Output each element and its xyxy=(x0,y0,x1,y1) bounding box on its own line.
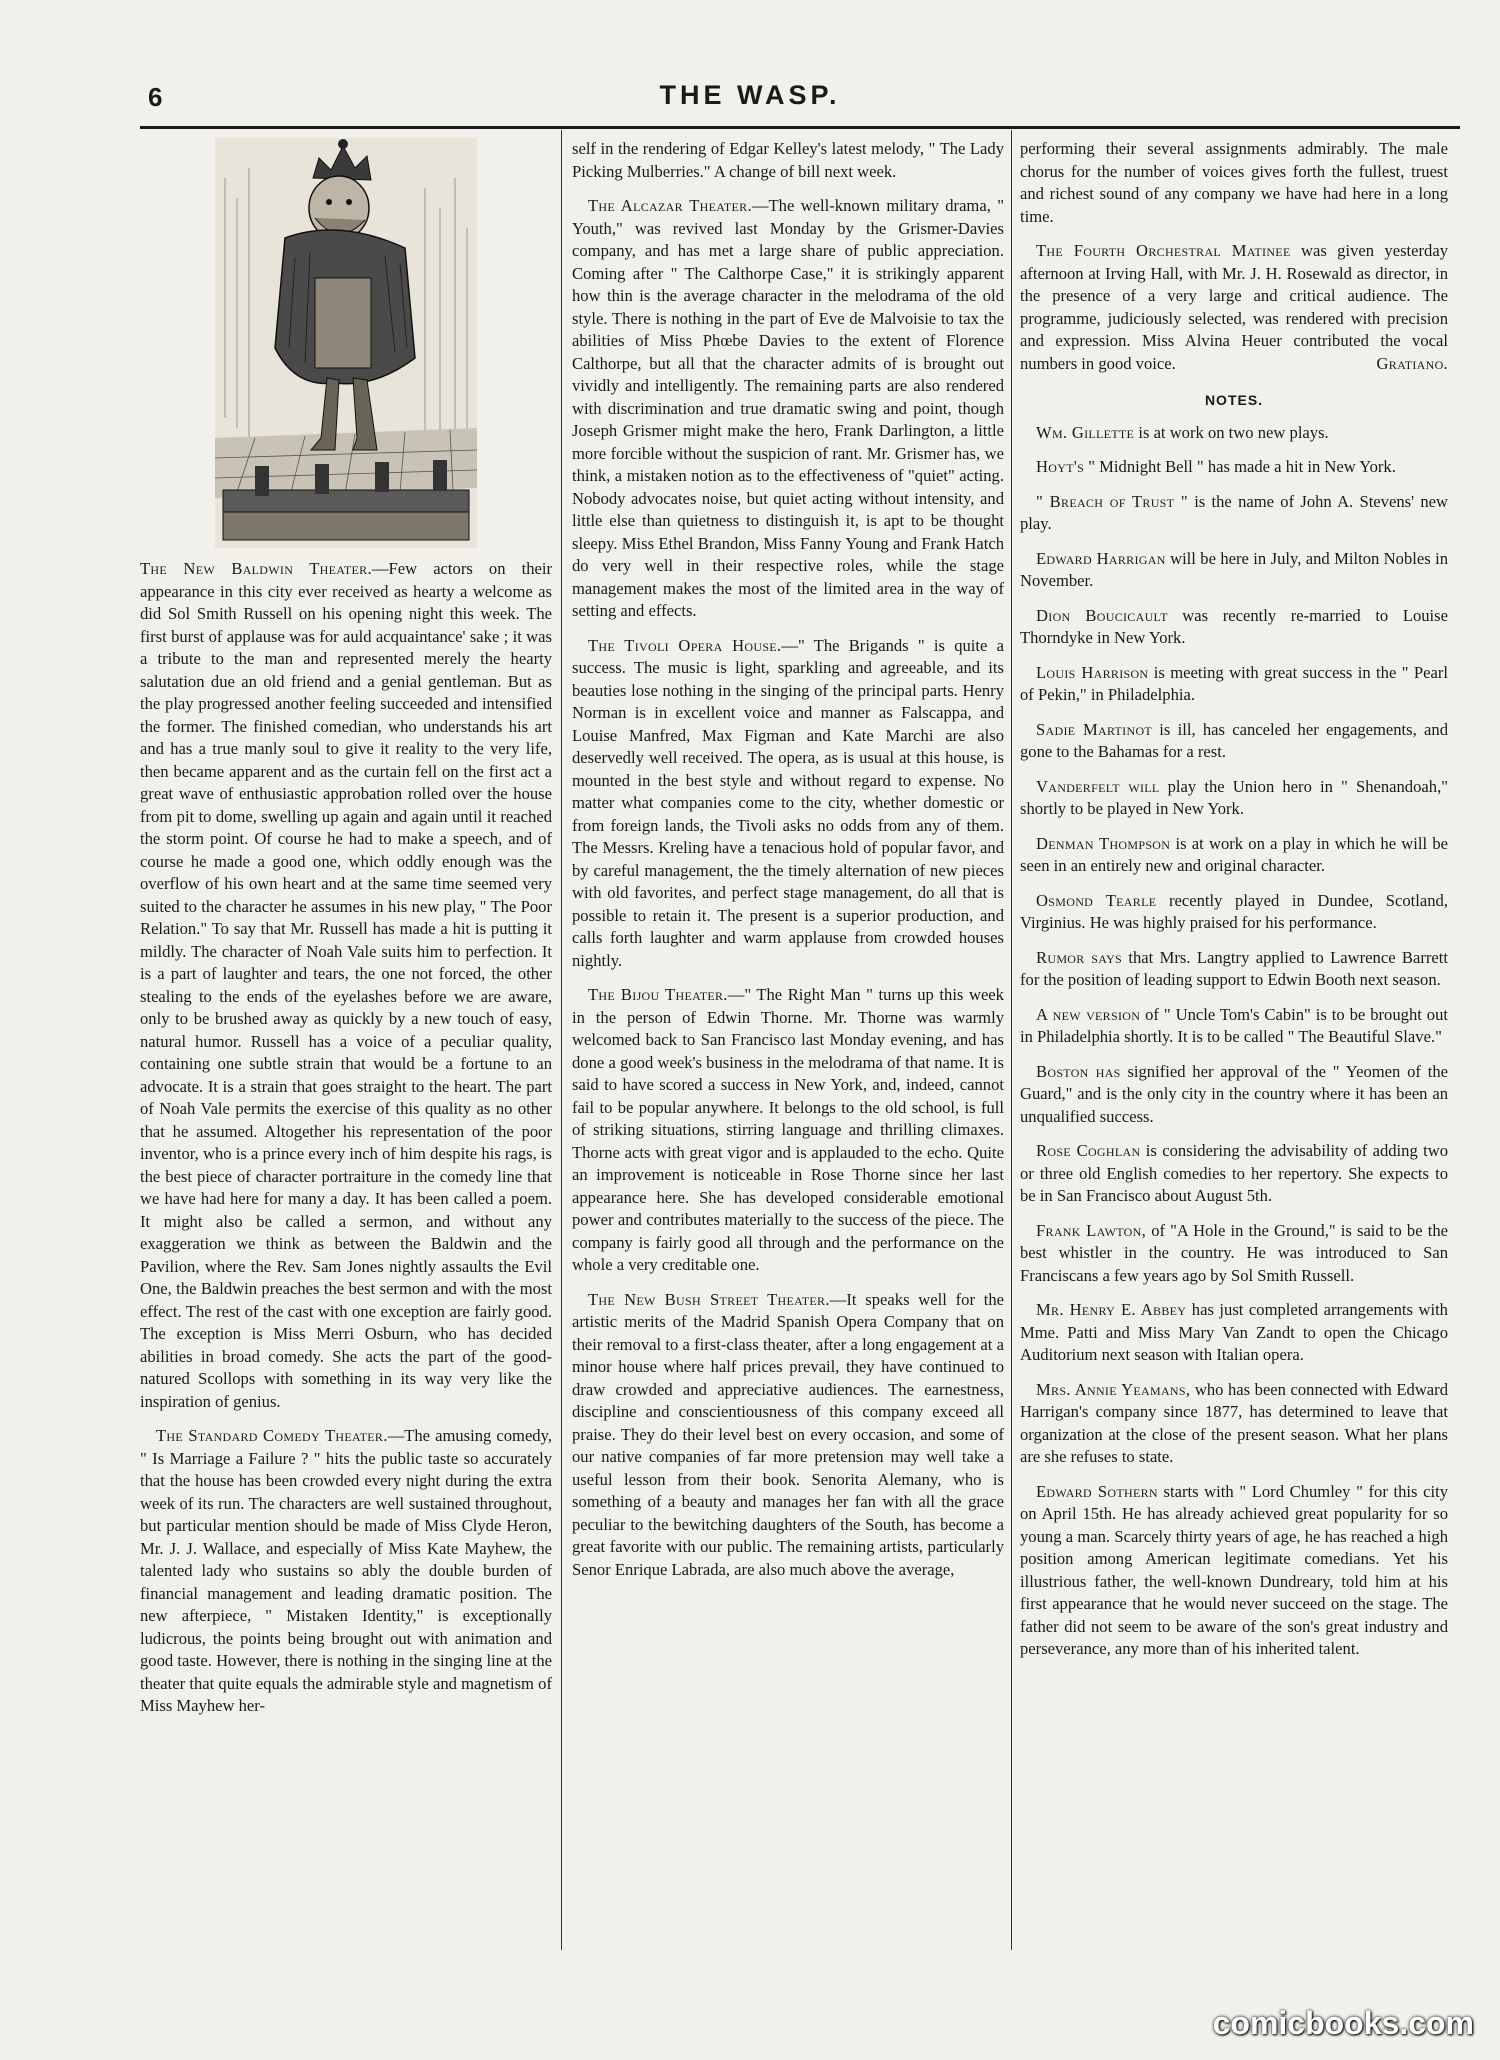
note-heading: Rumor says xyxy=(1036,947,1123,967)
note-heading: Boston has xyxy=(1036,1061,1121,1081)
author-signature: Gratiano. xyxy=(1376,353,1448,373)
column-3 xyxy=(1020,138,1448,1673)
note-item xyxy=(1020,662,1448,707)
note-heading: Louis Harrison xyxy=(1036,662,1149,682)
masthead-title: THE WASP. xyxy=(659,80,841,110)
section-heading-alcazar: The Alcazar Theater. xyxy=(588,196,752,215)
note-text: has just completed arrangements with Mme. Patti and Miss Mary Van Zandt to open the Chicago Auditorium next season with Italian opera. xyxy=(1020,1300,1448,1364)
note-heading: Mrs. Annie Yeamans, xyxy=(1036,1379,1191,1399)
king-caricature-illustration xyxy=(215,138,477,548)
note-item xyxy=(1020,719,1448,764)
article-continuation: self in the rendering of Edgar Kelley's latest melody, " The Lady Picking Mulberries." A change of bill next week. xyxy=(572,139,1004,181)
note-text: play the Union hero in " Shenandoah," shortly to be played in New York. xyxy=(1020,776,1448,818)
section-heading-bush-street: The New Bush Street Theater. xyxy=(588,1289,830,1309)
note-text: is at work on two new plays. xyxy=(1134,422,1329,442)
note-heading: Osmond Tearle xyxy=(1036,890,1157,910)
note-item xyxy=(1020,548,1448,593)
note-item xyxy=(1020,1004,1448,1049)
note-text: that Mrs. Langtry applied to Lawrence Barrett for the position of leading support to Edwin Booth next season. xyxy=(1020,947,1448,989)
note-heading: Vanderfelt will xyxy=(1036,776,1160,796)
note-item xyxy=(1020,833,1448,878)
column-divider xyxy=(1011,130,1012,1950)
note-text: signified her approval of the " Yeomen of the Guard," and is the only city in the country where it has been an unqualified success. xyxy=(1020,1061,1448,1126)
note-heading: Rose Coghlan xyxy=(1036,1141,1141,1160)
article-baldwin: —Few actors on their appearance in this city ever received as hearty a welcome as did Sol Smith Russell on his opening night this week. The first burst of applause was for auld acquaintance' sake ; it was a tribute to the man and represented merely the hearty salutation due an old friend and a genial gentleman. But as the play progressed another feeling succeeded and intensified the former. The finished comedian, who understands his art and has a true manly soul to give it reality to the very life, then became apparent and as the curtain fell on the first act a great wave of enthusiastic approbation rolled over the house from pit to dome, swelling up again and again until it reached the storm point. Of course he had to make a speech, and of course he made a good one, which oddly enough was the overflow of his own heart and at the same time seemed very suited to the character he assumes in his new play, " The Poor Relation." To say that Mr. Russell has made a hit is putting it mildly. The character of Noah Vale suits him to perfection. It is a part of laughter and tears, the one not forced, the other stealing to the ends of the eyelashes before we are aware, only to be brushed away as quickly by a new touch of easy, natural humor. Russell has a voice of a peculiar quality, containing one subtle strain that would be a fortune to an advocate. It is a strain that goes straight to the heart. The part of Noah Vale permits the exercise of this quality as no other that he assumed. Altogether his representation of the poor inventor, who is a prince every inch of him despite his rags, is the best piece of character portraiture in the comedy line that we have had here for many a day. It has been called a poem. It might also be called a sermon, and without any exaggeration we think as between the Baldwin and the Pavilion, where the Rev. Sam Jones nightly assaults the Evil One, the Baldwin preaches the best sermon and with the most effect. The rest of the cast with one exception are fairly good. The exception is Miss Merri Osburn, who has decided abilities in broad comedy. She acts the part of the good-natured Scollops with something in its way very like the inspiration of genius. xyxy=(140,559,552,1411)
note-text: is ill, has canceled her engagements, and gone to the Bahamas for a rest. xyxy=(1020,719,1448,761)
note-item xyxy=(1020,947,1448,992)
note-item xyxy=(1020,1379,1448,1469)
note-text: will be here in July, and Milton Nobles in November. xyxy=(1020,548,1448,590)
column-divider xyxy=(561,130,562,1950)
note-item xyxy=(1020,1220,1448,1288)
note-item xyxy=(1020,776,1448,821)
note-heading: Wm. Gillette xyxy=(1036,422,1135,442)
page-number: 6 xyxy=(148,82,163,112)
article-matinee: was given yesterday afternoon at Irving Hall, with Mr. J. H. Rosewald as director, in the presence of a very large and critical audience. The programme, judiciously selected, was rendered with precision and expression. Miss Alvina Heuer contributed the vocal numbers in good voice. xyxy=(1020,241,1448,373)
note-heading: Edward Sothern xyxy=(1036,1481,1158,1501)
note-text: is meeting with great success in the " Pearl of Pekin," in Philadelphia. xyxy=(1020,662,1448,704)
note-item xyxy=(1020,422,1448,445)
section-heading-bijou: The Bijou Theater. xyxy=(588,985,728,1004)
section-heading-baldwin: The New Baldwin Theater. xyxy=(140,559,372,578)
note-text: is the name of John A. Stevens' new play. xyxy=(1020,491,1448,533)
note-text: is at work on a play in which he will be seen in an entirely new and original character. xyxy=(1020,833,1448,875)
article-tivoli: —" The Brigands " is quite a success. The music is light, sparkling and agreeable, and its beauties lose nothing in the singing of the principal parts. Henry Norman is in excellent voice and manner as Falscappa, and Louise Manfred, Max Figman and Kate Marchi are also deservedly well received. The opera, as is usual at this house, is mounted in the best style and without regard to expense. No matter what companies come to the city, whether domestic or from foreign lands, the Tivoli asks no odds from any of them. The Messrs. Kreling have a tenacious hold of popular favor, and by careful management, the the timely alternation of new pieces with old favorites, and perfect stage management, do all that is possible to retain it. The present is a superior production, and calls forth laughter and warm applause from crowded houses nightly. xyxy=(572,635,1004,970)
note-item xyxy=(1020,605,1448,650)
note-item xyxy=(1020,1299,1448,1367)
note-text: who has been connected with Edward Harrigan's company since 1877, has determined to leave that organization at the close of the present season. What her plans are she refuses to state. xyxy=(1020,1379,1448,1466)
note-item xyxy=(1020,491,1448,536)
note-heading: Denman Thompson xyxy=(1036,833,1171,853)
note-text: starts with " Lord Chumley " for this city on April 15th. He has already achieved great popularity for so young a man. Scarcely thirty years of age, he has reached a high position among American legitimate comedians. Yet his illustrious father, the well-known Dundreary, told him at his first appearance that he would never succeed on the stage. The father did not seem to be aware of the son's great industry and perseverance, any more than of his inherited talent. xyxy=(1020,1481,1449,1658)
note-heading: " Breach of Trust " xyxy=(1036,491,1188,511)
note-item xyxy=(1020,1140,1448,1208)
notes-list xyxy=(1020,422,1448,1661)
note-heading: Sadie Martinot xyxy=(1036,719,1153,739)
note-heading: Dion Boucicault xyxy=(1036,605,1168,625)
note-heading: Hoyt's xyxy=(1036,457,1085,476)
article-alcazar: —The well-known military drama, " Youth," was revived last Monday by the Grismer-Davies company, and has met a large share of public appreciation. Coming after " The Calthorpe Case," it is strikingly apparent how thin is the average character in the melodrama of the old style. There is nothing in the part of Eve de Malvoisie to tax the abilities of Miss Phœbe Davies to the extent of Florence Calthorpe, but all that the character admits of is brought out vividly and intelligently. The remaining parts are also rendered with discrimination and true dramatic swing and point, though Joseph Grismer might make the hero, Frank Darlington, a little more forcible without the suspicion of rant. Mr. Grismer has, we think, a mistaken notion as to the effectiveness of "quiet" acting. Nobody advocates noise, but quiet acting without intensity, and little else than quietness to distinguish it, is apt to be thought sleepy. Miss Ethel Brandon, Miss Fanny Young and Frank Hatch do very well in their respective roles, while the stage management makes the most of the limited area in the way of setting and effects. xyxy=(572,196,1005,620)
note-item xyxy=(1020,1061,1448,1129)
note-text: was recently re-married to Louise Thorndyke in New York. xyxy=(1020,605,1448,647)
header-rule xyxy=(140,126,1460,129)
article-bijou: —" The Right Man " turns up this week in the person of Edwin Thorne. Mr. Thorne was warmly welcomed back to San Francisco last Monday evening, and has done a good week's business in the melodrama of that name. It is said to have scored a success in New York, and, indeed, cannot fail to be popular anywhere. It belongs to the old school, is full of striking situations, stirring language and thrilling climaxes. Thorne acts with great vigor and is applauded to the echo. Quite an improvement is noticeable in Rose Thorne since her last appearance here. She has developed considerable emotional power and contributes materially to the success of the piece. The company is fairly good all through and the performance on the whole a very creditable one. xyxy=(572,985,1004,1274)
column-2 xyxy=(572,138,1004,1593)
note-item xyxy=(1020,456,1448,479)
note-text: of " Uncle Tom's Cabin" is to be brought out in Philadelphia shortly. It is to be called " The Beautiful Slave." xyxy=(1020,1004,1448,1046)
note-heading: Frank Lawton, xyxy=(1036,1220,1147,1240)
article-continuation: performing their several assignments admirably. The male chorus for the number of voices gives forth the fullest, truest and richest sound of any company we have had here in a long time. xyxy=(1020,139,1448,226)
note-heading: Edward Harrigan xyxy=(1036,548,1166,568)
note-text: is considering the advisability of adding two or three old English comedies to her repertory. She expects to be in San Francisco about August 5th. xyxy=(1020,1141,1449,1205)
section-heading-matinee: The Fourth Orchestral Matinee xyxy=(1036,241,1291,260)
note-item xyxy=(1020,1481,1448,1661)
notes-heading: NOTES. xyxy=(1204,392,1264,408)
note-heading: Mr. Henry E. Abbey xyxy=(1036,1300,1187,1319)
note-item xyxy=(1020,890,1448,935)
note-text: " Midnight Bell " has made a hit in New York. xyxy=(1084,457,1396,476)
note-text: of "A Hole in the Ground," is said to be the best whistler in the country. He was introduced to San Franciscans a few years ago by Sol Smith Russell. xyxy=(1020,1220,1448,1285)
watermark: comicbooks.com xyxy=(1212,2005,1474,2041)
column-1 xyxy=(140,138,552,1730)
note-heading: A new version xyxy=(1036,1004,1141,1024)
note-text: recently played in Dundee, Scotland, Virginius. He was highly praised for his performance. xyxy=(1020,890,1448,932)
section-heading-standard: The Standard Comedy Theater. xyxy=(156,1426,388,1445)
section-heading-tivoli: The Tivoli Opera House. xyxy=(588,635,782,655)
article-standard: —The amusing comedy, " Is Marriage a Failure ? " hits the public taste so accurately that the house has been crowded every night during the extra week of its run. The characters are well sustained throughout, but particular mention should be made of Miss Clyde Heron, Mr. J. J. Wallace, and especially of Miss Kate Mayhew, the talented lady who sustains so ably the double burden of financial management and leading dramatic position. The new afterpiece, " Mistaken Identity," is exceptionally ludicrous, the points being brought out with animation and good taste. However, there is nothing in the singing line at the theater that quite equals the admirable style and magnetism of Miss Mayhew her- xyxy=(140,1426,552,1715)
article-bush-street: —It speaks well for the artistic merits of the Madrid Spanish Opera Company that on their removal to a first-class theater, after a long engagement at a minor house where half prices prevail, they have continued to draw crowded and appreciative audiences. The earnestness, discipline and conscientiousness of this company exceed all praise. They do their level best on every occasion, and some of our native companies of far more pretension may well take a useful lesson from their book. Senorita Alemany, who is something of a beauty and manages her fan with all the grace peculiar to the bewitching daughters of the South, has become a great favorite with our public. The remaining artists, particularly Senor Enrique Labrada, are also much above the average, xyxy=(572,1289,1004,1579)
